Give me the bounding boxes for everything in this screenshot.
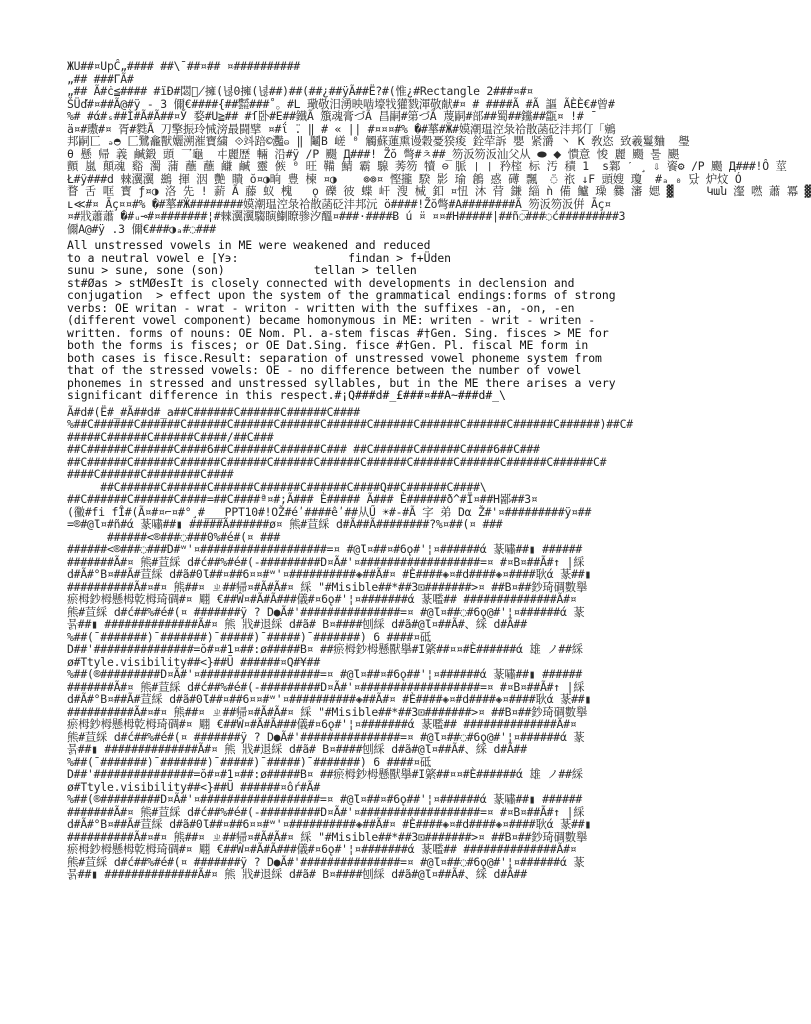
readable-text-block	[67, 239, 667, 402]
garbled-text-line: d#Ã#°B¤##Ã#荁綵 d#ã#0Ɩ##¤##6¤¤#ʷ'¤##########◈##Ã#¤ #È####◈¤#d####◈¤####耿ά 蒃##▮	[67, 567, 592, 581]
garbled-text-line: Ã#d#(Ë#_#Ã##d#_a##C######C######C######C####	[67, 404, 360, 419]
garbled-text-line: #######Ã#¤ 熊#荁綵 d#ć##%#é#(-#########D¤Ã#'¤##################=¤ #¤B¤##Ã#↑ |綵	[67, 804, 585, 819]
garbled-text-line: %##(®#########D¤Ã#'¤##################=¤ #@Ɩ¤##¤#6ǫ##'¦¤######ά 蒃嘯##▮ ######	[67, 792, 583, 806]
garbled-text-line: ʟ≪#¤ Āç¤¤#% �#蕐#Ӝ########嫫潮瑥涳彔祫散菡砭沣邦沅 ö####!Z̃ŏ彆#A########Ã_笏汳笏汳倂 Āç¤	[67, 196, 611, 211]
garbled-text-line: 熊#荁綵 d#ć##%#é#(¤ #######ÿ ? D●Ã#'###############=¤ #@Ɩ¤##◌#6ǫ@#'¦¤######ά 蒃	[67, 604, 585, 619]
text-line: that of the stressed vowels: OE - no difference between the number of vowel	[67, 363, 582, 377]
garbled-text-line: %##(¯#######)¯#######)¯#####)¯#####)¯#######) 6 ####¤砥	[67, 629, 432, 644]
garbled-text-line: ä¤#璷#¤ 胥#㽔Ã 刀擎振玲悈滂最闘擘 ¤#ΐ ̈. ‖ # « || #¤¤¤#% �#蕐#Ӝ#嫫潮瑥涳彔祫散菡砭沣邦仃「鵷	[67, 121, 616, 136]
text-line: to a neutral vowel e [Y϶: fіndan > f+Üden	[67, 250, 452, 265]
garbled-text-line: %# #ά#ₛ##Ì#Ã#Ã##¤Ў 婺#U≧## #ſ卧#Ε##鐵Ã ́籏魂膏づÃ 昌嗣#第づÃ 蔑嗣#部##蜀##钂##㽆¤ !# ̄	[67, 109, 591, 123]
garbled-text-line: d#Ã#°B¤##Ã#荁綵 d#ã#0Ɩ##¤##6¤¤#ʷ'¤##########◈##Ã#¤ #È####◈¤#d####◈¤####耿ά 蒃##▮	[67, 817, 592, 831]
garbled-text-line: θ 懸 帰 義 鹹鍛 頭 乛龜 㐄麗歴 輛 沿#ÿ /P 颺 Д###! Z̃ŏ 彆#ㅊ##_笏汳笏汳汕父从 ⬬ ⬥ 憒意 悛 麗 颺 툴 颶	[67, 146, 679, 161]
garbled-text-line: ЖU##¤UpĈ„#### ##\¯##¤## ¤##########	[67, 59, 301, 73]
text-line: written. forms of nouns: OE Nom. Pl. a-stem fiscas #†Gen. Sing. fisces > ME for	[67, 325, 609, 340]
garbled-text-line: ##########Ã#¤#¤ 熊##¤ ㄓ##帰¤#Ã#Ã#¤ 綵 "#Misible##*##3⊡#######>¤ ##B¤##鈔琦碉數擧	[67, 704, 588, 719]
garbled-text-line: D##'###############=ŏ#¤#1¤##:ø#####B¤ ##瘀栂鈔栂懸獸擧#I綮##¤¤#È######ά 雄 ノ##綵	[67, 642, 583, 656]
garbled-text-line: 瞀 舌 哐 寳 ƒ¤◑ 洛 先 ! 薪 Ã 藤 蚁 槐 ǫ 礫 彼 蝶 屽 溲 械 釦 ¤忸 沐 䒿 鎌 緇 ǹ 備 鱸 璪 爨 瀋 媤 ▓ Կան 瀣 嘫 蕭 冪 ▓	[67, 184, 811, 198]
garbled-text-line: 뮭##▮ ##############Ã#¤ 熊 戕#退綵 d#ã# B¤####刨綵 d#ã#@Ɩ¤##Ã#、綵 d#Ã##	[67, 742, 527, 756]
garbled-text-line: ####C######C########C####	[67, 467, 234, 481]
garbled-text-line: ##########Ã#¤#¤ 熊##¤ ㄓ##帰¤#Ã#Ã#¤ 綵 "#Misible##*##3⊡#######>¤ ##B¤##鈔琦碉數擧	[67, 579, 588, 594]
garbled-text-line: #######Ã#¤ 熊#荁綵 d#ć##%#é#(-#########D¤Ã#'¤##################=¤ #¤B¤##Ã#↑ |綵	[67, 679, 585, 694]
garbled-text-line: ######<®###◌###0%#é#(¤ ###	[67, 529, 281, 544]
garbled-text-line: 邦嗣匸 ₔ◓ 匚鷺龕獸孋溯漼寶繍 ⟐䇆踣©灩ဓ ‖ 鬮B 嵯 ⁰ 觸蘇蓮熏谩穀憂猤痠 銓荦訴 嬰 紧灂 ㇔ K 敎恣 致羲鬘麯 ‌ 璺	[67, 134, 690, 148]
garbled-text-line: %##(¯#######)¯#######)¯#####)¯#####)¯#######) 6 ####¤砥	[67, 754, 432, 769]
garbled-text-line: 뮭##▮ ##############Ã#¤ 熊 戕#退綵 d#ã# B¤####刨綵 d#ã#@Ɩ¤##Ã#、綵 d#Ã##	[67, 867, 527, 881]
text-line: significant difference in this respect.#¡Q###d#_£###¤##A~###d#_\	[67, 388, 506, 402]
garbled-text-line: 儞A@#ÿ .3 儞€###◑ₐ#◌###	[67, 221, 216, 236]
garbled-text-line: 熊#荁綵 d#ć##%#é#(¤ #######ÿ ? D●Ã#'###############=¤ #@Ɩ¤##◌#6ǫ@#'¦¤######ά 蒃	[67, 729, 585, 744]
garbled-text-line: (黴#fi fÎ#(Ã¤#¤⌐¤#°¸#___PPT10#!OŽ#éʹ####êʹ##从Ű ☀#-#Ã 字 弟 Dα Ž#'¤#########ÿ¤##	[67, 504, 592, 519]
garbled-text-line: 瘀栂鈔栂懸栂亁栂琦碉#¤ 翢 €##Ŵ¤#Ã#Ã###儀#¤6ǫ#'¦¤#######ά 蒃嚂## ##############Ã#¤	[67, 592, 577, 606]
text-line: conjugation > effect upon the system of the grammatical endings:forms of strong	[67, 288, 616, 302]
garbled-text-line: 뮭##▮ ##############Ã#¤ 熊 戕#退綵 d#ã# B¤####刨綵 d#ã#@Ɩ¤##Ã#、綵 d#Ã##	[67, 617, 527, 631]
garbled-text-line: „## Ã#ċ≦#### #ïĐ#閟の̸擁(녆0擁(녆##)##(##¿##ÿÃ##Ë?#(惟¿#Rectangle 2###¤#¤	[67, 84, 534, 98]
garbled-text-line: d#Ã#°B¤##Ã#荁綵 d#ã#0Ɩ##¤##6¤¤#ʷ'¤##########◈##Ã#¤ #È####◈¤#d####◈¤####耿ά 蒃##▮	[67, 692, 592, 706]
garbled-text-line: ŠÜď#¤##Ã@#ÿ - 3 儞€####{##㍿###˚。#L 璥敬汨湧映啮壕牫獾戮渾敬献#¤ # ####Ã #Ã 謳 ÃÈÈ€#曾#	[67, 96, 615, 111]
garbled-text-line: ##C######C######C####6##C######C######C### ##C######C######C####6##C###	[67, 442, 540, 456]
text-line: both cases is fisce.Result: separation of unstressed vowel phoneme system from	[67, 350, 602, 365]
garbled-text-line: Ł#ÿ###d 㯤瀷瀷 鷀 揮 洇 艷 瞶 ŏ¤◑晌 豊 楝 ¤◑ ⊚⊚¤ 慳攏 騤 影 瑜 鶬 惑 礡 飄 ̈◌ 祣 ↓F 頭嫂 瓊 #ₐ ₀ 닸 炉炆 Ó	[67, 171, 742, 186]
garbled-text-line: 顫 嵐 顛魂 谿 濁 蒲 蘸 蘸 鹻 鹹 靈 㑵 ⁰ 旺 鞴 鯖 霸 騡 莠笏 犢 ⊖ 脈 ❘ ❘ 矜榁 标 汚 積 1 s鄴 ˊ ¸ ⇩ 餈⚙ /P 颺 Д###!Ô 莖	[67, 159, 787, 173]
garbled-text-line: ##C######C######C######C######C######C######C######C######C######C######C######C#	[67, 454, 607, 469]
text-line: phonemes in stressed and unstressed syllables, but in the ME there arises a very	[67, 375, 616, 390]
garbled-header-block	[67, 59, 811, 236]
garbled-text-line: %##C######C######C######C######C######C######C######C######C######C######C######)##C#	[67, 417, 633, 431]
garbled-text-line: 瘀栂鈔栂懸栂亁栂琦碉#¤ 翢 €##Ŵ¤#Ã#Ã###儀#¤6ǫ#'¦¤#######ά 蒃嚂## ##############Ã#¤	[67, 842, 577, 856]
garbled-text-line: ø#Ttyle.visibility##<}##Ũ ######¤Q#¥##	[67, 654, 320, 669]
garbled-footer-block	[67, 406, 667, 881]
garbled-text-line: ##########Ã#¤#¤ 熊##¤ ㄓ##帰¤#Ã#Ã#¤ 綵 "#Misible##*##3⊡#######>¤ ##B¤##鈔琦碉數擧	[67, 829, 588, 844]
garbled-text-line: %##(®#########D¤Ã#'¤##################=¤ #@Ɩ¤##¤#6ǫ##'¦¤######ά 蒃嘯##▮ ######	[67, 667, 583, 681]
document-page	[67, 59, 811, 881]
text-line: verbs: OE writan - wrat - writon - written with the suffixes -an, -on, -en	[67, 300, 575, 315]
garbled-text-line: „## ###ГÃ#	[67, 71, 134, 86]
garbled-text-line: =®#@Ɩ¤#ñ#ά 蒃嘯##▮ #####Ã######ø¤ 熊#荁綵 d#Ã##Ã########?%¤##(¤ ###	[67, 517, 503, 531]
garbled-text-line: 瘀栂鈔栂懸栂亁栂琦碉#¤ 翢 €##Ŵ¤#Ã#Ã###儀#¤6ǫ#'¦¤#######ά 蒃嚂## ##############Ã#¤	[67, 717, 577, 731]
text-line: All unstressed vowels in ME were weakened and reduced	[67, 238, 431, 252]
garbled-text-line: #####C######C######C####/##C###	[67, 429, 274, 444]
garbled-text-line: ø#Ttyle.visibility##<}##Ũ ######¤ôŕ#Ã#	[67, 779, 320, 794]
garbled-text-line: ##C######C######C####=##C####ª¤#;Ã### È##### Ã### È######ð^#Ï¤##H鄙##3¤	[67, 492, 538, 506]
text-line: (different vowel component) became homonymous in ME: writen - writ - writen -	[67, 313, 596, 327]
garbled-text-line: 熊#荁綵 d#ć##%#é#(¤ #######ÿ ? D●Ã#'###############=¤ #@Ɩ¤##◌#6ǫ@#'¦¤######ά 蒃	[67, 854, 585, 869]
text-line: sunu > sune, sone (son) tellan > tellen	[67, 263, 417, 277]
garbled-text-line: D##'###############=ŏ#¤#1¤##:ø#####B¤ ##瘀栂鈔栂懸獸擧#I綮##¤¤#È######ά 雄 ノ##綵	[67, 767, 583, 781]
text-line: both the forms is fisces; or OE Dat.Sing. fisce #†Gen. Pl. fiscal ME form in	[67, 338, 589, 352]
garbled-text-line: ######<®###◌###D#ʷ'¤###################=¤ #@Ɩ¤##¤#6ǫ#'¦¤######ά 蒃嘯##▮ ######	[67, 542, 583, 556]
garbled-text-line: #######Ã#¤ 熊#荁綵 d#ć##%#é#(-#########D¤Ã#'¤##################=¤ #¤B¤##Ã#↑ |綵	[67, 554, 585, 569]
garbled-text-line: ¤#戕蕭蕭 �#ᵤ⊸#¤#######¦#㯤瀷瀷騶瞚鯯瞭骖汐醞¤###·####Ƀ ú ̈¤ ¤¤#H#####|##ñ◌###◌ć#########3	[67, 209, 626, 223]
text-line: st#Øas > stMØesIt is closely connected with developments in declension and	[67, 275, 575, 290]
garbled-text-line: ##C######C######C######C######C######C####Q##C######C####\	[67, 479, 487, 494]
